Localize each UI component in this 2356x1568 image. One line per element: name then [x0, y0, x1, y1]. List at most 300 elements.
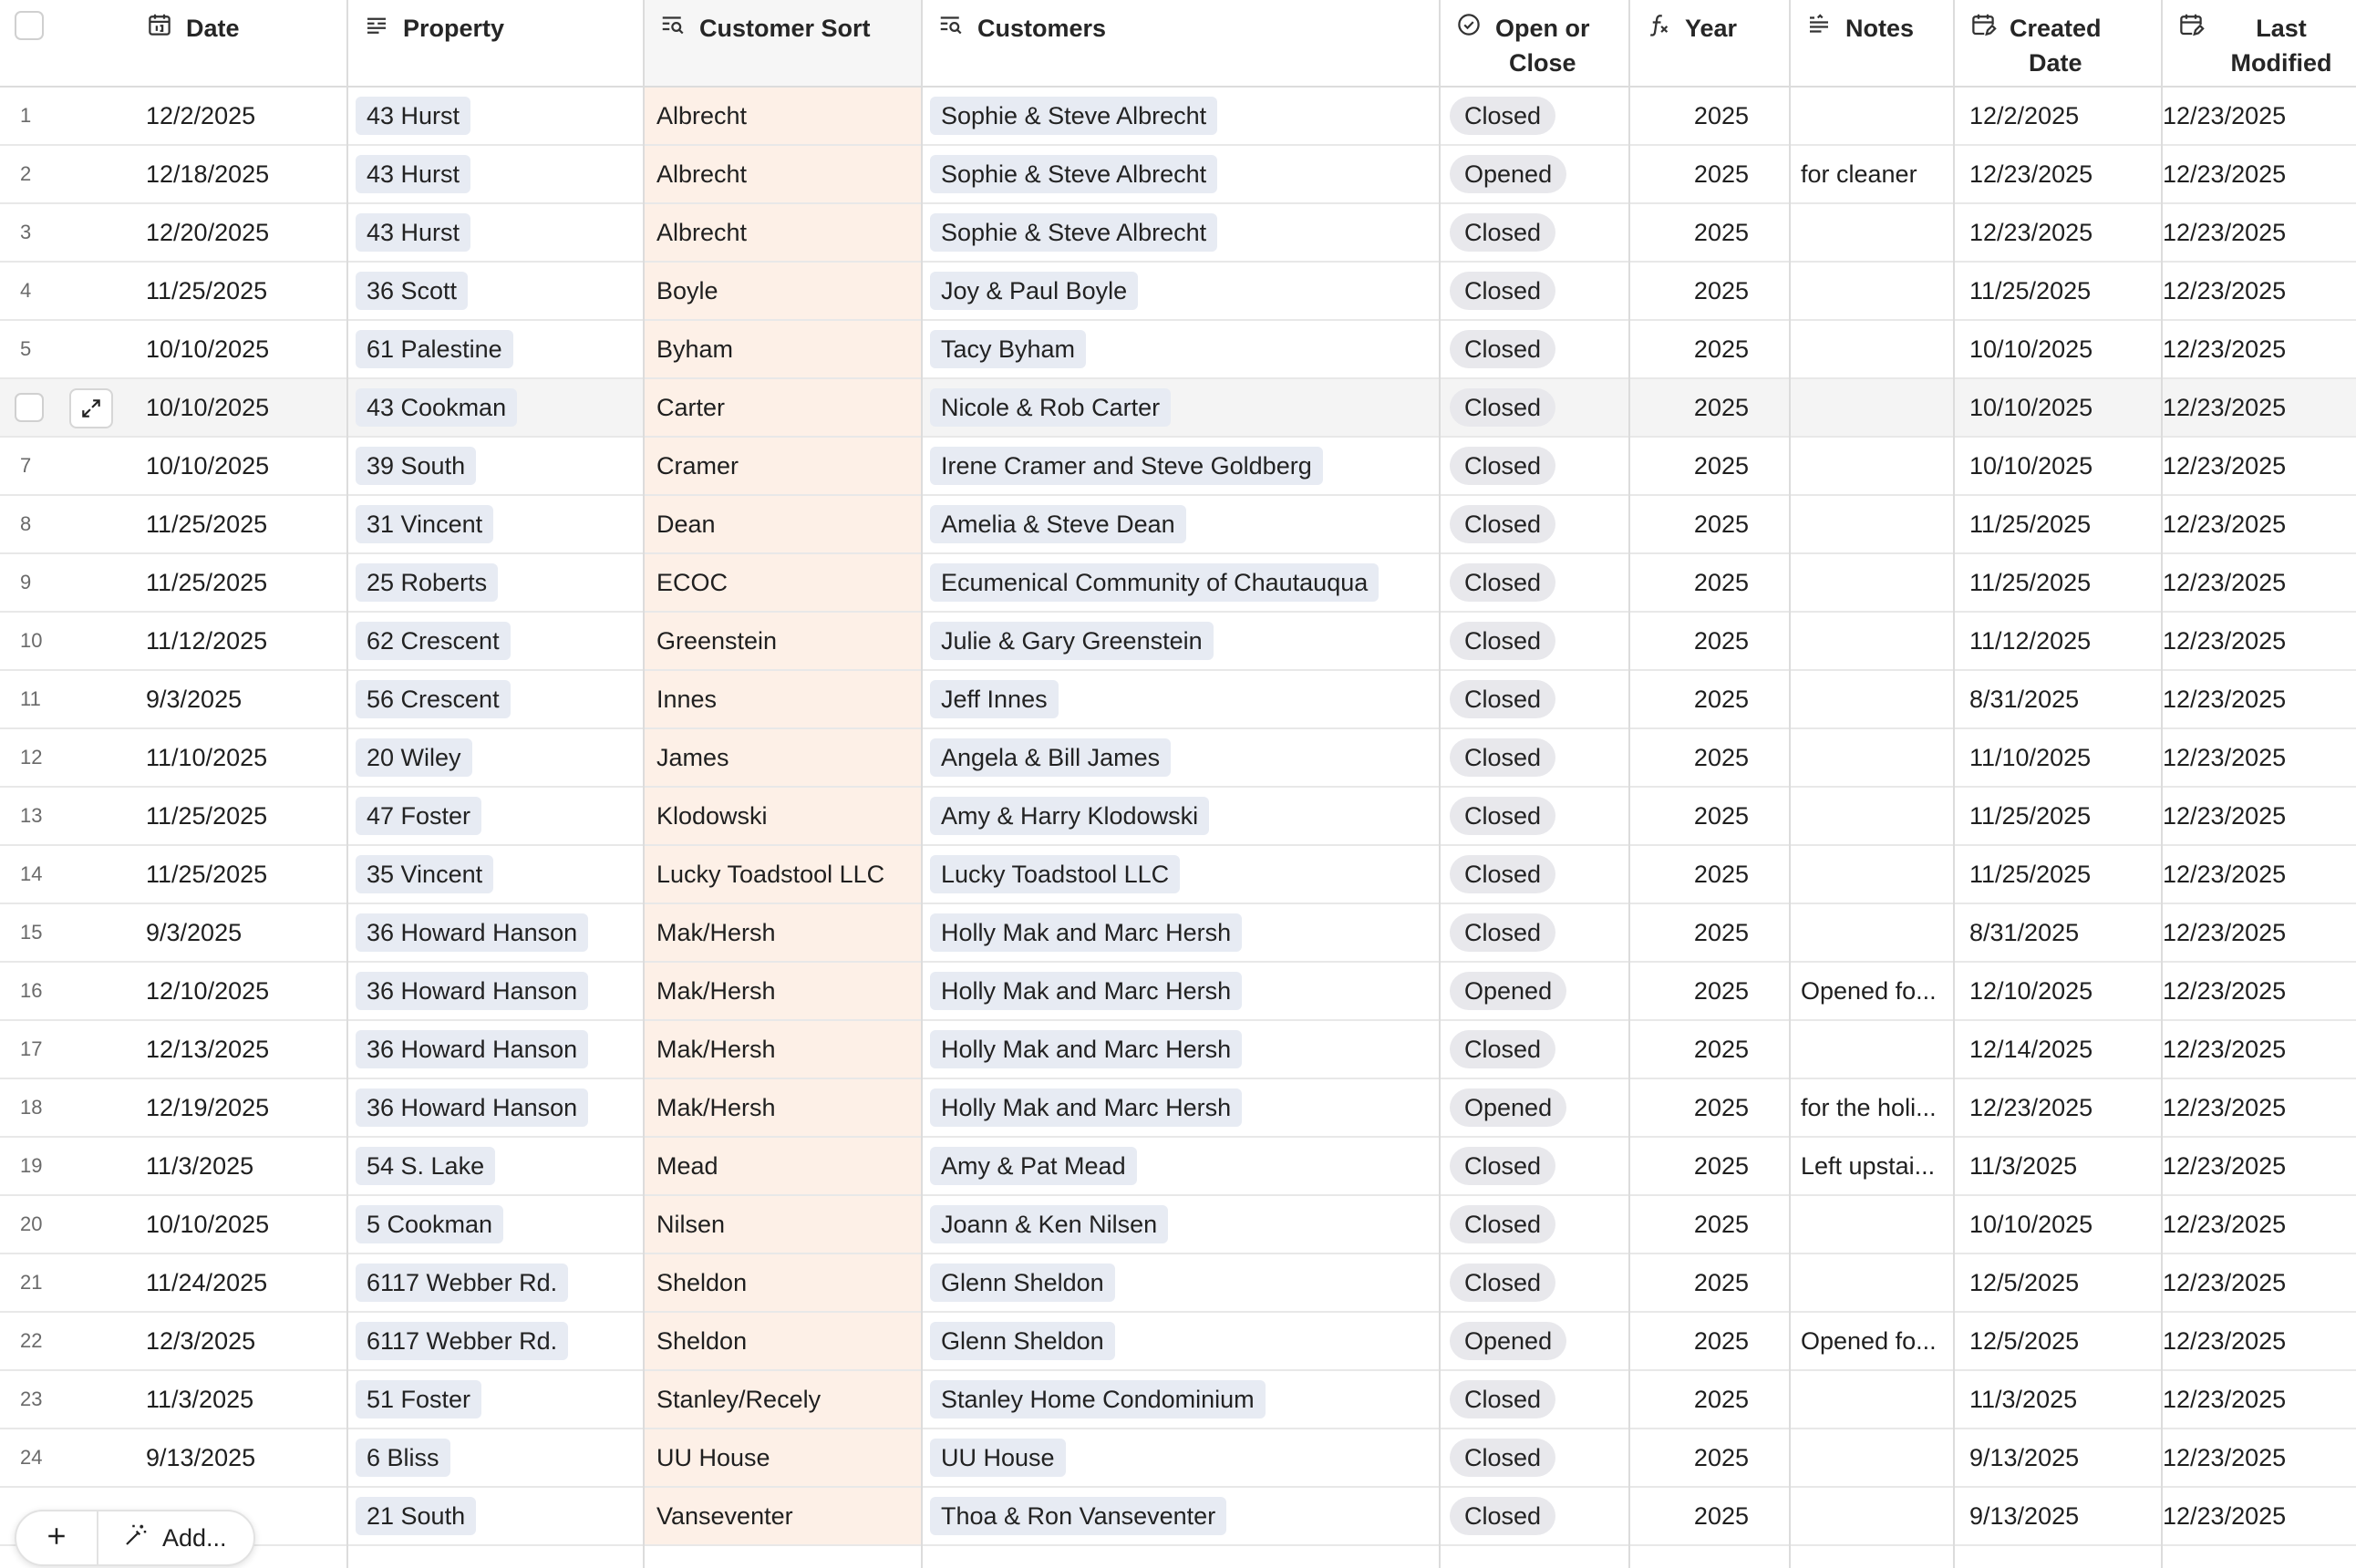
row-number: 20 [20, 1212, 43, 1235]
customers-cell[interactable] [930, 846, 1441, 903]
property-cell[interactable] [356, 613, 638, 669]
column-divider [2161, 0, 2163, 1568]
open-close-cell[interactable] [1450, 1079, 1623, 1136]
last-modified-cell[interactable]: 12/23/2025 [2163, 1501, 2287, 1530]
year-cell[interactable]: 2025 [1693, 335, 1749, 363]
year-cell[interactable]: 2025 [1693, 860, 1749, 888]
year-cell[interactable]: 2025 [1693, 1035, 1749, 1063]
customer-sort-cell[interactable]: UU House [656, 1443, 770, 1471]
customer-sort-cell[interactable]: Stanley/Recely [656, 1385, 822, 1413]
notes-cell[interactable] [1801, 88, 1951, 144]
date-cell[interactable]: 11/10/2025 [146, 743, 268, 771]
property-cell[interactable] [356, 496, 638, 552]
year-cell[interactable]: 2025 [1693, 1268, 1749, 1296]
customers-cell[interactable] [930, 1254, 1441, 1311]
created-date-cell[interactable]: 11/25/2025 [1969, 276, 2092, 304]
row-number: 19 [20, 1154, 43, 1177]
property-cell-chip: 25 Roberts [356, 563, 498, 602]
row-number: 18 [20, 1096, 43, 1119]
property-cell-chip: 39 South [356, 447, 476, 485]
column-header-last-modified[interactable]: Last Modified [2163, 0, 2356, 86]
date-cell[interactable]: 9/13/2025 [146, 1443, 256, 1471]
date-cell[interactable]: 12/18/2025 [146, 160, 270, 188]
customers-cell[interactable] [930, 321, 1441, 377]
year-cell[interactable]: 2025 [1693, 276, 1749, 304]
created-date-cell[interactable]: 10/10/2025 [1969, 1210, 2093, 1238]
table-row[interactable] [0, 1371, 2356, 1429]
table-row[interactable] [0, 321, 2356, 379]
customers-cell[interactable] [930, 671, 1441, 727]
created-date-cell[interactable]: 9/13/2025 [1969, 1443, 2080, 1471]
open-close-cell-pill: Closed [1450, 1205, 1555, 1243]
created-date-cell[interactable]: 12/5/2025 [1969, 1268, 2080, 1296]
row-number: 10 [20, 629, 43, 652]
table-row[interactable] [0, 963, 2356, 1021]
created-date-cell[interactable]: 8/31/2025 [1969, 685, 2080, 713]
column-header-property[interactable]: Property [348, 0, 643, 86]
last-modified-cell[interactable]: 12/23/2025 [2163, 626, 2287, 655]
row-number: 16 [20, 979, 43, 1002]
open-close-cell[interactable] [1450, 1138, 1623, 1194]
last-modified-cell[interactable]: 12/23/2025 [2163, 160, 2287, 188]
expand-arrows-icon [79, 397, 103, 420]
notes-cell[interactable] [1801, 1021, 1951, 1078]
customers-cell[interactable] [930, 1313, 1441, 1369]
column-divider [1628, 0, 1630, 1568]
open-close-cell[interactable] [1450, 438, 1623, 494]
table-row[interactable] [0, 671, 2356, 729]
customer-sort-cell[interactable]: Cramer [656, 451, 739, 480]
notes-cell[interactable] [1801, 846, 1951, 903]
open-close-cell[interactable] [1450, 88, 1623, 144]
notes-cell[interactable] [1801, 554, 1951, 611]
date-cell[interactable]: 12/10/2025 [146, 976, 270, 1005]
created-date-cell[interactable]: 12/2/2025 [1969, 101, 2080, 129]
date-cell[interactable]: 11/3/2025 [146, 1385, 254, 1413]
open-close-cell[interactable] [1450, 671, 1623, 727]
notes-cell[interactable]: Opened fo... [1801, 976, 1937, 1005]
customers-cell[interactable] [930, 1138, 1441, 1194]
year-cell[interactable]: 2025 [1693, 918, 1749, 946]
customer-sort-cell[interactable]: Innes [656, 685, 718, 713]
property-cell[interactable] [356, 788, 638, 844]
year-cell[interactable]: 2025 [1693, 160, 1749, 188]
notes-cell[interactable] [1801, 438, 1951, 494]
notes-cell[interactable]: Opened fo... [1801, 1326, 1937, 1355]
customer-sort-cell[interactable]: Byham [656, 335, 734, 363]
table-row[interactable] [0, 1429, 2356, 1488]
year-cell[interactable]: 2025 [1693, 1151, 1749, 1180]
column-header-open-or-close[interactable]: Open or Close [1441, 0, 1628, 86]
open-close-cell[interactable] [1450, 379, 1623, 436]
date-cell[interactable]: 12/2/2025 [146, 101, 256, 129]
property-cell[interactable] [356, 88, 638, 144]
notes-cell[interactable]: for the holi... [1801, 1093, 1937, 1121]
table-row[interactable] [0, 1313, 2356, 1371]
notes-cell[interactable] [1801, 1488, 1951, 1544]
created-date-cell[interactable]: 11/25/2025 [1969, 568, 2092, 596]
last-modified-cell[interactable]: 12/23/2025 [2163, 276, 2287, 304]
customer-sort-cell[interactable]: Vanseventer [656, 1501, 793, 1530]
customers-cell[interactable] [930, 204, 1441, 261]
last-modified-cell[interactable]: 12/23/2025 [2163, 1443, 2287, 1471]
year-cell[interactable]: 2025 [1693, 1443, 1749, 1471]
long-text-icon [1805, 11, 1836, 38]
table-row[interactable] [0, 613, 2356, 671]
last-modified-cell[interactable]: 12/23/2025 [2163, 743, 2287, 771]
open-close-cell[interactable] [1450, 729, 1623, 786]
property-cell[interactable] [356, 321, 638, 377]
created-date-cell[interactable]: 11/25/2025 [1969, 801, 2092, 830]
date-cell[interactable]: 12/3/2025 [146, 1326, 256, 1355]
created-date-cell[interactable]: 10/10/2025 [1969, 393, 2093, 421]
date-cell[interactable]: 9/3/2025 [146, 918, 243, 946]
date-cell[interactable]: 10/10/2025 [146, 393, 270, 421]
table-row[interactable] [0, 904, 2356, 963]
select-all-checkbox[interactable] [15, 11, 44, 40]
created-date-cell[interactable]: 12/14/2025 [1969, 1035, 2093, 1063]
open-close-cell[interactable] [1450, 846, 1623, 903]
notes-cell[interactable] [1801, 1254, 1951, 1311]
created-date-cell[interactable]: 12/23/2025 [1969, 1093, 2093, 1121]
open-close-cell[interactable] [1450, 904, 1623, 961]
open-close-cell-pill: Closed [1450, 1380, 1555, 1418]
notes-cell[interactable] [1801, 1371, 1951, 1428]
year-cell[interactable]: 2025 [1693, 1385, 1749, 1413]
last-modified-cell[interactable]: 12/23/2025 [2163, 801, 2287, 830]
year-cell[interactable]: 2025 [1693, 568, 1749, 596]
open-close-cell[interactable] [1450, 1313, 1623, 1369]
notes-cell[interactable] [1801, 1196, 1951, 1253]
table-row[interactable] [0, 1138, 2356, 1196]
property-cell[interactable] [356, 379, 638, 436]
created-date-cell[interactable]: 9/13/2025 [1969, 1501, 2080, 1530]
created-date-cell[interactable]: 12/23/2025 [1969, 160, 2093, 188]
customers-cell[interactable] [930, 1488, 1441, 1544]
notes-cell[interactable]: for cleaner [1801, 160, 1917, 188]
table-row[interactable] [0, 729, 2356, 788]
open-close-cell[interactable] [1450, 963, 1623, 1019]
table-row[interactable] [0, 1196, 2356, 1254]
property-cell-chip: 43 Cookman [356, 388, 517, 427]
notes-cell[interactable]: Left upstai... [1801, 1151, 1936, 1180]
table-row[interactable] [0, 1021, 2356, 1079]
open-close-cell[interactable] [1450, 1429, 1623, 1486]
table-row[interactable] [0, 379, 2356, 438]
notes-cell[interactable] [1801, 1429, 1951, 1486]
notes-cell[interactable] [1801, 788, 1951, 844]
created-date-cell[interactable]: 11/3/2025 [1969, 1385, 2078, 1413]
created-date-cell[interactable]: 11/10/2025 [1969, 743, 2092, 771]
property-cell-chip: 43 Hurst [356, 213, 470, 252]
customers-cell[interactable] [930, 788, 1441, 844]
last-modified-cell[interactable]: 12/23/2025 [2163, 685, 2287, 713]
table-row[interactable] [0, 146, 2356, 204]
last-modified-cell[interactable]: 12/23/2025 [2163, 510, 2287, 538]
date-cell[interactable]: 11/12/2025 [146, 626, 268, 655]
notes-cell[interactable] [1801, 379, 1951, 436]
table-row[interactable] [0, 88, 2356, 146]
table-row[interactable] [0, 204, 2356, 263]
open-close-cell[interactable] [1450, 613, 1623, 669]
customers-cell[interactable] [930, 729, 1441, 786]
customers-cell-chip: Irene Cramer and Steve Goldberg [930, 447, 1323, 485]
customer-sort-cell[interactable]: Albrecht [656, 160, 748, 188]
open-close-cell[interactable] [1450, 1021, 1623, 1078]
customers-cell[interactable] [930, 554, 1441, 611]
property-cell[interactable] [356, 1429, 638, 1486]
open-close-cell[interactable] [1450, 1254, 1623, 1311]
open-close-cell[interactable] [1450, 1196, 1623, 1253]
date-cell[interactable]: 12/20/2025 [146, 218, 270, 246]
property-cell[interactable] [356, 438, 638, 494]
table-row[interactable] [0, 788, 2356, 846]
expand-record-button[interactable] [69, 388, 113, 428]
last-modified-cell[interactable]: 12/23/2025 [2163, 218, 2287, 246]
year-cell[interactable]: 2025 [1693, 626, 1749, 655]
column-header-created-date[interactable]: Created Date [1955, 0, 2161, 86]
open-close-cell[interactable] [1450, 263, 1623, 319]
last-modified-cell[interactable]: 12/23/2025 [2163, 1151, 2287, 1180]
property-cell[interactable] [356, 204, 638, 261]
notes-cell[interactable] [1801, 321, 1951, 377]
open-close-cell-pill: Closed [1450, 97, 1555, 135]
lookup-icon [937, 11, 968, 38]
table-row[interactable] [0, 1254, 2356, 1313]
row-number: 4 [20, 279, 32, 302]
customer-sort-cell[interactable]: Mak/Hersh [656, 1093, 776, 1121]
year-cell[interactable]: 2025 [1693, 510, 1749, 538]
date-cell[interactable]: 11/25/2025 [146, 801, 268, 830]
date-cell[interactable]: 10/10/2025 [146, 451, 270, 480]
last-modified-cell[interactable]: 12/23/2025 [2163, 1210, 2287, 1238]
year-cell[interactable]: 2025 [1693, 743, 1749, 771]
open-close-cell[interactable] [1450, 788, 1623, 844]
property-cell[interactable] [356, 1021, 638, 1078]
customers-cell[interactable] [930, 1371, 1441, 1428]
customer-sort-cell[interactable]: James [656, 743, 729, 771]
created-date-cell[interactable]: 11/25/2025 [1969, 510, 2092, 538]
created-date-cell[interactable]: 12/5/2025 [1969, 1326, 2080, 1355]
column-header-year[interactable]: Year [1630, 0, 1789, 86]
date-cell[interactable]: 10/10/2025 [146, 335, 270, 363]
open-close-cell[interactable] [1450, 146, 1623, 202]
date-cell[interactable]: 11/25/2025 [146, 276, 268, 304]
property-cell[interactable] [356, 1313, 638, 1369]
property-cell[interactable] [356, 1196, 638, 1253]
plus-icon [43, 1522, 70, 1554]
last-modified-cell[interactable]: 12/23/2025 [2163, 568, 2287, 596]
row-number: 2 [20, 162, 32, 185]
property-cell[interactable] [356, 904, 638, 961]
notes-cell[interactable] [1801, 263, 1951, 319]
open-close-cell-pill: Closed [1450, 1497, 1555, 1535]
last-modified-cell[interactable]: 12/23/2025 [2163, 1035, 2287, 1063]
notes-cell[interactable] [1801, 204, 1951, 261]
customer-sort-cell[interactable]: Albrecht [656, 101, 748, 129]
customers-cell[interactable] [930, 263, 1441, 319]
customers-cell[interactable] [930, 379, 1441, 436]
customer-sort-cell[interactable]: Dean [656, 510, 716, 538]
date-cell[interactable]: 12/13/2025 [146, 1035, 270, 1063]
column-header-notes[interactable]: Notes [1791, 0, 1953, 86]
customers-cell[interactable] [930, 1196, 1441, 1253]
year-cell[interactable]: 2025 [1693, 1326, 1749, 1355]
table-row[interactable] [0, 438, 2356, 496]
property-cell[interactable] [356, 729, 638, 786]
row-select-checkbox[interactable] [15, 393, 44, 422]
customers-cell[interactable] [930, 1021, 1441, 1078]
customer-sort-cell[interactable]: Lucky Toadstool LLC [656, 860, 885, 888]
column-divider [921, 0, 923, 1568]
row-number: 14 [20, 862, 43, 885]
created-date-cell[interactable]: 8/31/2025 [1969, 918, 2080, 946]
customers-cell[interactable] [930, 1429, 1441, 1486]
property-cell[interactable] [356, 846, 638, 903]
open-close-cell-pill: Opened [1450, 972, 1566, 1010]
created-date-cell[interactable]: 12/10/2025 [1969, 976, 2093, 1005]
created-date-cell[interactable]: 10/10/2025 [1969, 451, 2093, 480]
column-header-customer-sort[interactable]: Customer Sort [645, 0, 921, 86]
open-close-cell[interactable] [1450, 1371, 1623, 1428]
property-cell[interactable] [356, 146, 638, 202]
property-cell[interactable] [356, 263, 638, 319]
customer-sort-cell[interactable]: Greenstein [656, 626, 778, 655]
customers-cell[interactable] [930, 438, 1441, 494]
customer-sort-cell[interactable]: Sheldon [656, 1326, 748, 1355]
row-number: 11 [20, 687, 41, 710]
last-modified-cell[interactable]: 12/23/2025 [2163, 451, 2287, 480]
customer-sort-cell[interactable]: Mak/Hersh [656, 1035, 776, 1063]
customer-sort-cell[interactable]: Mak/Hersh [656, 976, 776, 1005]
year-cell[interactable]: 2025 [1693, 1093, 1749, 1121]
customers-cell-chip: Jeff Innes [930, 680, 1059, 718]
customers-cell[interactable] [930, 1079, 1441, 1136]
property-cell[interactable] [356, 554, 638, 611]
customers-cell[interactable] [930, 146, 1441, 202]
last-modified-cell[interactable]: 12/23/2025 [2163, 101, 2287, 129]
year-cell[interactable]: 2025 [1693, 801, 1749, 830]
row-number: 8 [20, 512, 32, 535]
property-cell[interactable] [356, 1488, 638, 1544]
year-cell[interactable]: 2025 [1693, 1210, 1749, 1238]
created-date-cell[interactable]: 11/12/2025 [1969, 626, 2092, 655]
customer-sort-cell[interactable]: ECOC [656, 568, 728, 596]
column-header-customers[interactable]: Customers [923, 0, 1439, 86]
customer-sort-cell[interactable]: Sheldon [656, 1268, 748, 1296]
notes-cell[interactable] [1801, 904, 1951, 961]
add-field-button[interactable]: Add... [98, 1511, 253, 1564]
date-cell[interactable]: 9/3/2025 [146, 685, 243, 713]
notes-cell[interactable] [1801, 613, 1951, 669]
customers-cell[interactable] [930, 88, 1441, 144]
date-cell[interactable]: 12/19/2025 [146, 1093, 270, 1121]
property-cell-chip: 6117 Webber Rd. [356, 1322, 568, 1360]
year-cell[interactable]: 2025 [1693, 976, 1749, 1005]
created-date-cell[interactable]: 11/25/2025 [1969, 860, 2092, 888]
customers-cell[interactable] [930, 613, 1441, 669]
year-cell[interactable]: 2025 [1693, 393, 1749, 421]
customer-sort-cell[interactable]: Mak/Hersh [656, 918, 776, 946]
row-number: 7 [20, 454, 32, 477]
table-row[interactable] [0, 846, 2356, 904]
year-cell[interactable]: 2025 [1693, 1501, 1749, 1530]
last-modified-cell[interactable]: 12/23/2025 [2163, 393, 2287, 421]
table-row[interactable] [0, 496, 2356, 554]
customers-cell-chip: Ecumenical Community of Chautauqua [930, 563, 1379, 602]
customers-cell[interactable] [930, 904, 1441, 961]
customer-sort-cell[interactable]: Nilsen [656, 1210, 726, 1238]
property-cell[interactable] [356, 1371, 638, 1428]
table-row[interactable] [0, 1079, 2356, 1138]
property-cell-chip: 6117 Webber Rd. [356, 1264, 568, 1302]
customer-sort-cell[interactable]: Klodowski [656, 801, 768, 830]
open-close-cell-pill: Closed [1450, 1264, 1555, 1302]
column-header-date[interactable]: Date [131, 0, 346, 86]
notes-cell[interactable] [1801, 729, 1951, 786]
table-row[interactable] [0, 554, 2356, 613]
last-modified-cell[interactable]: 12/23/2025 [2163, 1093, 2287, 1121]
open-close-cell[interactable] [1450, 1488, 1623, 1544]
last-modified-cell[interactable]: 12/23/2025 [2163, 918, 2287, 946]
customers-cell[interactable] [930, 963, 1441, 1019]
date-cell[interactable]: 11/3/2025 [146, 1151, 254, 1180]
customer-sort-cell[interactable]: Boyle [656, 276, 718, 304]
customers-cell[interactable] [930, 496, 1441, 552]
year-cell[interactable]: 2025 [1693, 218, 1749, 246]
notes-cell[interactable] [1801, 671, 1951, 727]
add-row-button[interactable] [16, 1511, 98, 1564]
created-date-cell[interactable]: 12/23/2025 [1969, 218, 2093, 246]
customer-sort-cell[interactable]: Carter [656, 393, 726, 421]
open-close-cell-pill: Closed [1450, 913, 1555, 952]
property-cell[interactable] [356, 1079, 638, 1136]
date-cell[interactable]: 11/25/2025 [146, 510, 268, 538]
date-cell[interactable]: 11/25/2025 [146, 860, 268, 888]
year-cell[interactable]: 2025 [1693, 451, 1749, 480]
property-cell[interactable] [356, 1138, 638, 1194]
last-modified-cell[interactable]: 12/23/2025 [2163, 335, 2287, 363]
date-cell[interactable]: 10/10/2025 [146, 1210, 270, 1238]
property-cell[interactable] [356, 963, 638, 1019]
last-modified-cell[interactable]: 12/23/2025 [2163, 860, 2287, 888]
customer-sort-cell[interactable]: Mead [656, 1151, 718, 1180]
table-header [0, 0, 2356, 88]
created-date-cell[interactable]: 10/10/2025 [1969, 335, 2093, 363]
last-modified-cell[interactable]: 12/23/2025 [2163, 1268, 2287, 1296]
open-close-cell[interactable] [1450, 321, 1623, 377]
last-modified-cell[interactable]: 12/23/2025 [2163, 1385, 2287, 1413]
customers-cell-chip: Sophie & Steve Albrecht [930, 97, 1217, 135]
table-row[interactable] [0, 263, 2356, 321]
property-cell[interactable] [356, 671, 638, 727]
created-date-cell[interactable]: 11/3/2025 [1969, 1151, 2078, 1180]
customers-cell-chip: Tacy Byham [930, 330, 1086, 368]
open-close-cell[interactable] [1450, 496, 1623, 552]
last-modified-cell[interactable]: 12/23/2025 [2163, 1326, 2287, 1355]
date-cell[interactable]: 11/24/2025 [146, 1268, 268, 1296]
open-close-cell[interactable] [1450, 204, 1623, 261]
date-cell[interactable]: 11/25/2025 [146, 568, 268, 596]
table-row[interactable] [0, 1488, 2356, 1546]
last-modified-cell[interactable]: 12/23/2025 [2163, 976, 2287, 1005]
open-close-cell[interactable] [1450, 554, 1623, 611]
customer-sort-cell[interactable]: Albrecht [656, 218, 748, 246]
property-cell[interactable] [356, 1254, 638, 1311]
year-cell[interactable]: 2025 [1693, 685, 1749, 713]
notes-cell[interactable] [1801, 496, 1951, 552]
year-cell[interactable]: 2025 [1693, 101, 1749, 129]
